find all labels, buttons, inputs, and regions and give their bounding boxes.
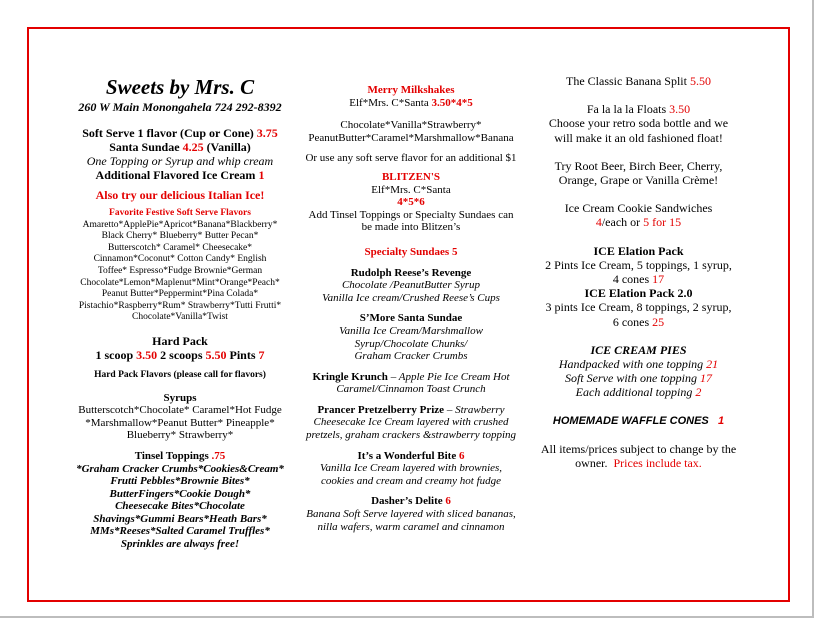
elation-pack-2-heading: ICE Elation Pack 2.0 — [584, 286, 693, 301]
shop-title: Sweets by Mrs. C — [105, 75, 255, 99]
topping-line: Frutti Pebbles*Brownie Bites* — [110, 475, 250, 488]
flavor-line: Black Cherry* Blueberry* Butter Pecan* — [101, 231, 259, 242]
milkshake-sizes: Elf*Mrs. C*Santa 3.50*4*5 — [349, 96, 473, 109]
sundae-description: pretzels, graham crackers &strawberry topping — [305, 429, 517, 442]
syrups-heading: Syrups — [163, 391, 197, 404]
flavor-line: Toffee* Espresso*Fudge Brownie*German — [97, 265, 263, 276]
soda-options: Try Root Beer, Birch Beer, Cherry, — [554, 158, 723, 173]
festive-flavors-list — [60, 220, 300, 324]
flavor-line: Amaretto*ApplePie*Apricot*Banana*Blackberry* — [82, 219, 278, 230]
santa-sundae-line: Santa Sundae 4.25 (Vanilla) — [109, 140, 251, 154]
additional-flavor-line: Additional Flavored Ice Cream 1 — [95, 168, 265, 182]
flavor-line: Chocolate*Vanilla*Twist — [132, 312, 228, 323]
flavor-line: Butterscotch* Caramel* Cheesecake* — [107, 242, 253, 253]
blitzen-heading: BLITZEN'S — [381, 170, 441, 183]
soda-options: Orange, Grape or Vanilla Crème! — [558, 173, 719, 188]
cookie-sandwich-line: Ice Cream Cookie Sandwiches — [564, 201, 713, 216]
elation-pack-2-contents: 3 pints Ice Cream, 8 toppings, 2 syrup, — [545, 300, 732, 315]
tinsel-toppings-heading: Tinsel Toppings .75 — [134, 449, 226, 462]
flavor-line: Peanut Butter*Peppermint*Pina Colada* — [101, 289, 259, 300]
sundae-name: S’More Santa Sundae — [359, 312, 463, 325]
italian-ice-note: Also try our delicious Italian Ice! — [95, 188, 265, 202]
middle-column — [305, 84, 517, 533]
soft-serve-line: Soft Serve 1 flavor (Cup or Cone) 3.75 — [82, 126, 278, 140]
flavor-line: Pistachio*Raspberry*Rum* Strawberry*Tutti Frutti* — [78, 300, 282, 311]
hard-pack-heading: Hard Pack — [152, 333, 208, 348]
flavor-line: Chocolate*Lemon*Maplenut*Mint*Orange*Peach* — [80, 277, 280, 288]
banana-split-line: The Classic Banana Split 5.50 — [566, 74, 711, 88]
topping-line: Sprinkles are always free! — [120, 538, 240, 551]
festive-flavors-heading: Favorite Festive Soft Serve Flavors — [109, 208, 251, 218]
left-column — [60, 74, 300, 551]
syrup-line: *Marshmallow*Peanut Butter* Pineapple* — [85, 416, 275, 429]
blitzen-note: Add Tinsel Toppings or Specialty Sundaes can — [308, 208, 514, 221]
milkshake-note: Or use any soft serve flavor for an additional $1 — [305, 152, 517, 165]
sundae-name: Rudolph Reese’s Revenge — [350, 266, 472, 279]
sundae-description: nilla wafers, warm caramel and cinnamon — [317, 520, 505, 533]
ice-cream-pies-heading: ICE CREAM PIES — [590, 342, 687, 357]
disclaimer-tax: owner. Prices include tax. — [575, 456, 702, 471]
pie-option: Each additional topping 2 — [575, 385, 702, 400]
topping-line: MMs*Reeses*Salted Caramel Truffles* — [90, 525, 270, 538]
elation-pack-cones: 4 cones 17 — [612, 272, 665, 287]
pie-option: Handpacked with one topping 21 — [558, 357, 719, 372]
sundae-description: Vanilla Ice Cream layered with brownies, — [319, 462, 503, 475]
floats-description: will make it an old fashioned float! — [554, 130, 723, 145]
hard-pack-flavors-note: Hard Pack Flavors (please call for flavors) — [94, 369, 266, 380]
blitzen-sizes: Elf*Mrs. C*Santa — [371, 183, 451, 196]
sundae-description: Graham Cracker Crumbs — [354, 350, 468, 363]
tinsel-toppings-list — [60, 463, 300, 551]
topping-line: Cheesecake Bites*Chocolate — [115, 500, 245, 513]
blitzen-prices: 4*5*6 — [397, 196, 425, 209]
floats-line: Fa la la la Floats 3.50 — [586, 102, 691, 117]
elation-pack-2-cones: 6 cones 25 — [612, 314, 665, 329]
specialty-sundaes-heading: Specialty Sundaes 5 — [364, 245, 458, 258]
sundae-description: Chocolate /PeanutButter Syrup — [341, 279, 481, 292]
disclaimer: All items/prices subject to change by the — [540, 441, 737, 456]
right-column — [530, 74, 747, 470]
milkshake-flavors: PeanutButter*Caramel*Marshmallow*Banana — [308, 131, 514, 144]
sundae-kringle: Kringle Krunch – Apple Pie Ice Cream Hot — [312, 370, 510, 383]
cookie-sandwich-price: 4/each or 5 for 15 — [595, 215, 682, 230]
sundae-description: cookies and cream and creamy hot fudge — [320, 474, 502, 487]
blitzen-note: be made into Blitzen’s — [361, 221, 461, 234]
pie-option: Soft Serve with one topping 17 — [565, 371, 712, 386]
topping-line: *Graham Cracker Crumbs*Cookies&Cream* — [76, 462, 284, 475]
waffle-cones-line: HOMEMADE WAFFLE CONES 1 — [552, 414, 725, 427]
floats-description: Choose your retro soda bottle and we — [548, 116, 729, 131]
sundae-name: It’s a Wonderful Bite 6 — [357, 449, 465, 462]
sundae-description: Banana Soft Serve layered with sliced bananas, — [306, 508, 516, 521]
elation-pack-heading: ICE Elation Pack — [593, 243, 684, 258]
sundae-name: Dasher’s Delite 6 — [371, 495, 451, 508]
sundae-description: Cheesecake Ice Cream layered with crushed — [313, 416, 509, 429]
flavor-line: Cinnamon*Coconut* Cotton Candy* English — [93, 254, 267, 265]
elation-pack-contents: 2 Pints Ice Cream, 5 toppings, 1 syrup, — [545, 257, 732, 272]
syrup-line: Blueberry* Strawberry* — [126, 429, 234, 442]
sundae-description: Vanilla Ice cream/Crushed Reese’s Cups — [322, 291, 500, 304]
topping-line: Shavings*Gummi Bears*Heath Bars* — [93, 512, 267, 525]
sundae-prancer: Prancer Pretzelberry Prize – Strawberry — [317, 403, 505, 416]
topping-line: ButterFingers*Cookie Dough* — [109, 487, 251, 500]
hard-pack-prices: 1 scoop 3.50 2 scoops 5.50 Pints 7 — [95, 347, 265, 362]
milkshakes-heading: Merry Milkshakes — [367, 84, 455, 96]
shop-address: 260 W Main Monongahela 724 292-8392 — [78, 100, 282, 114]
sundae-description: Caramel/Cinnamon Toast Crunch — [336, 383, 486, 396]
milkshake-flavors: Chocolate*Vanilla*Strawberry* — [340, 119, 482, 132]
sundae-description: Vanilla Ice Cream/Marshmallow — [339, 324, 483, 337]
sundae-description: Syrup/Chocolate Chunks/ — [354, 337, 468, 350]
topping-note: One Topping or Syrup and whip cream — [86, 154, 274, 168]
syrup-line: Butterscotch*Chocolate* Caramel*Hot Fudge — [78, 404, 282, 417]
